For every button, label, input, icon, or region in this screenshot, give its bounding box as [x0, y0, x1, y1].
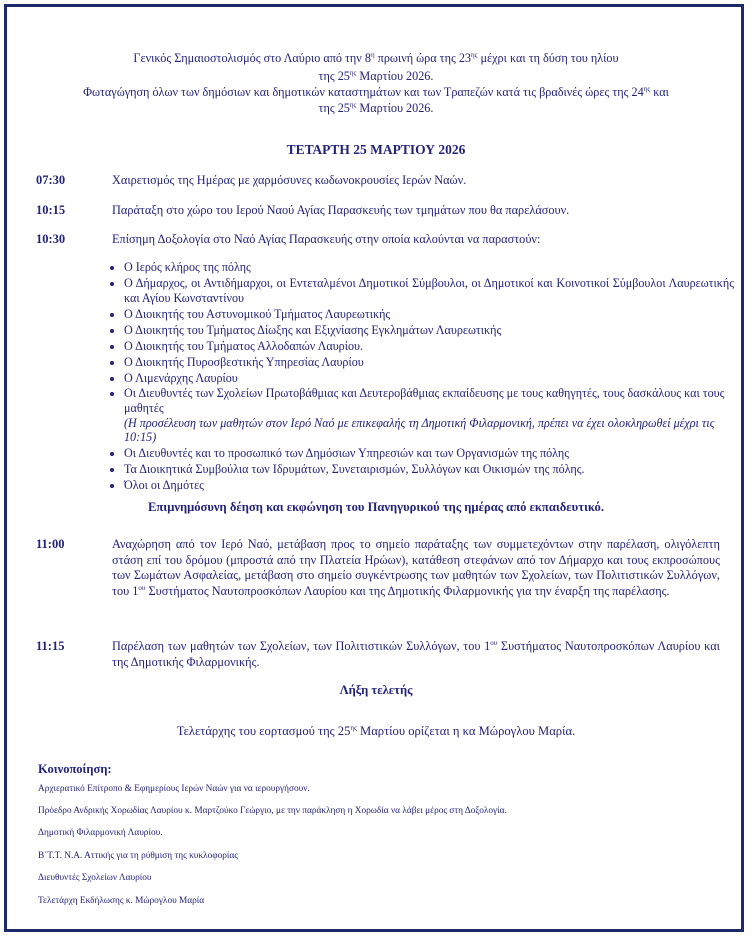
list-item: • Ο Διοικητής Πυροσβεστικής Υπηρεσίας Λαυρίου — [124, 355, 734, 370]
event-text-1030: Επίσημη Δοξολογία στο Ναό Αγίας Παρασκευής στην οποία καλούνται να παραστούν: — [112, 232, 541, 246]
attendees-list — [112, 260, 734, 494]
list-item: • Ο Ιερός κλήρος της πόλης — [124, 260, 734, 275]
list-item: • Ο Διοικητής του Αστυνομικού Τμήματος Λαυρεωτικής — [124, 307, 734, 322]
koinopoiisi-item: Πρόεδρο Ανδρικής Χορωδίας Λαυρίου κ. Μαρτζούκο Γεώργιο, με την παράκληση η Χορωδία να λάβει μέρος στη Δοξολογία. — [38, 806, 507, 816]
event-time-1030: 10:30 — [36, 232, 66, 246]
students-note: (Η προσέλευση των μαθητών στον Ιερό Ναό με επικεφαλής τη Δημοτική Φιλαρμονική, πρέπει να έχει ολοκληρωθεί μέχρι τις 10:15) — [124, 415, 715, 445]
ceremony-master: Τελετάρχης του εορτασμού της $25^{\eta\varsigma}$ Μαρτίου ορίζεται η κα Μώρογλου Μαρία. — [176, 723, 576, 738]
koinopoiisi-item: Δημοτική Φιλαρμονική Λαυρίου. — [38, 828, 163, 838]
list-item: • Ο Διοικητής του Τμήματος Αλλοδαπών Λαυρίου. — [124, 339, 734, 354]
list-item: • Οι Διευθυντές των Σχολείων Πρωτοβάθμιας και Δευτεροβάθμιας εκπαίδευσης με τους καθηγητές, τους δασκάλους και τους μαθητές (Η προσέλευση των μαθητών στον Ιερό Ναό με επικεφαλής τη Δημοτική Φιλαρμονική, πρέπει να έχει ολοκληρωθεί μέχρι τις 10:15) — [124, 386, 734, 444]
event-text-1115: Παρέλαση των μαθητών των Σχολείων, των Πολιτιστικών Συλλόγων, του $1^{o\upsilon}$ Συστήματος Ναυτοπροσκόπων Λαυρίου και της Δημοτικής Φιλαρμονικής. — [112, 638, 720, 669]
end-ceremony: Λήξη τελετής — [339, 683, 413, 697]
memorial-heading: Επιμνημόσυνη δέηση και εκφώνηση του Πανηγυρικού της ημέρας από εκπαιδευτικό. — [147, 500, 604, 514]
date-heading: ΤΕΤΑΡΤΗ 25 ΜΑΡΤΙΟΥ 2026 — [286, 142, 466, 157]
list-item: • Όλοι οι Δημότες — [124, 478, 734, 493]
koinopoiisi-item: Τελετάρχη Εκδήλωσης κ. Μώρογλου Μαρία — [38, 896, 205, 906]
koinopoiisi-item: Διευθυντές Σχολείων Λαυρίου — [38, 873, 152, 883]
event-time-1100: 11:00 — [36, 537, 65, 551]
koinopoiisi-heading: Κοινοποίηση: — [38, 762, 112, 776]
koinopoiisi-item: Β΄Τ.Τ. Ν.Α. Αττικής για τη ρύθμιση της κυκλοφορίας — [38, 851, 238, 861]
list-item: • Ο Δήμαρχος, οι Αντιδήμαρχοι, οι Εντεταλμένοι Δημοτικοί Σύμβουλοι, οι Δημοτικοί και Κοινοτικοί Σύμβουλοι Λαυρεωτικής και Αγίου Κωνσταντίνου — [124, 276, 734, 305]
event-time-1015: 10:15 — [36, 203, 66, 217]
event-text-1100: Αναχώρηση από τον Ιερό Ναό, μετάβαση προς το σημείο παράταξης των συμμετεχόντων στην παρέλαση, ολιγόλεπτη στάση επί του δρόμου (μπροστά από την Πλατεία Ηρώων), κατάθεση στεφάνων από τον Δήμαρχο και τους εκπροσώπους των Σωμάτων Ασφαλείας, μετάβαση στο σημείο συγκέντρωσης των μαθητών των Σχολείων, των Πολιτιστικών Συλλόγων, του $1^{o\upsilon}$ Συστήματος Ναυτοπροσκόπων Λαυρίου και της Δημοτικής Φιλαρμονικής για την έναρξη της παρέλασης. — [112, 537, 720, 598]
event-time-0730: 07:30 — [36, 173, 66, 187]
list-item: • Οι Διευθυντές και το προσωπικό των Δημόσιων Υπηρεσιών και των Οργανισμών της πόλης — [124, 446, 734, 461]
event-time-1115: 11:15 — [36, 639, 65, 653]
intro-line-3: Φωταγώγηση όλων των δημόσιων και δημοτικών καταστημάτων και των Τραπεζών κατά τις βραδινές ώρες της $24^{\eta\varsigma}$ και — [83, 84, 669, 99]
event-text-1015: Παράταξη στο χώρο του Ιερού Ναού Αγίας Παρασκευής των τμημάτων που θα παρελάσουν. — [112, 203, 570, 217]
intro-line-4: της $25^{\eta\varsigma}$ Μαρτίου 2026. — [318, 100, 434, 115]
intro-line-2: της $25^{\eta\varsigma}$ Μαρτίου 2026. — [318, 68, 434, 83]
list-item: • Τα Διοικητικά Συμβούλια των Ιδρυμάτων, Συνεταιρισμών, Συλλόγων και Οικισμών της πόλης. — [124, 462, 734, 477]
koinopoiisi-item: Αρχιερατικό Επίτροπο & Εφημερίους Ιερών Ναών για να ιερουργήσουν. — [38, 784, 310, 794]
event-text-0730: Χαιρετισμός της Ημέρας με χαρμόσυνες κωδωνοκρουσίες Ιερών Ναών. — [112, 173, 467, 187]
intro-line-1: Γενικός Σημαιοστολισμός στο Λαύριο από την $8^\eta$ πρωινή ώρα της $23^{\eta\varsigma}$ μέχρι και τη δύση του ηλίου — [133, 50, 619, 65]
list-item: • Ο Λιμενάρχης Λαυρίου — [124, 371, 734, 386]
list-item: • Ο Διοικητής του Τμήματος Δίωξης και Εξιχνίασης Εγκλημάτων Λαυρεωτικής — [124, 323, 734, 338]
